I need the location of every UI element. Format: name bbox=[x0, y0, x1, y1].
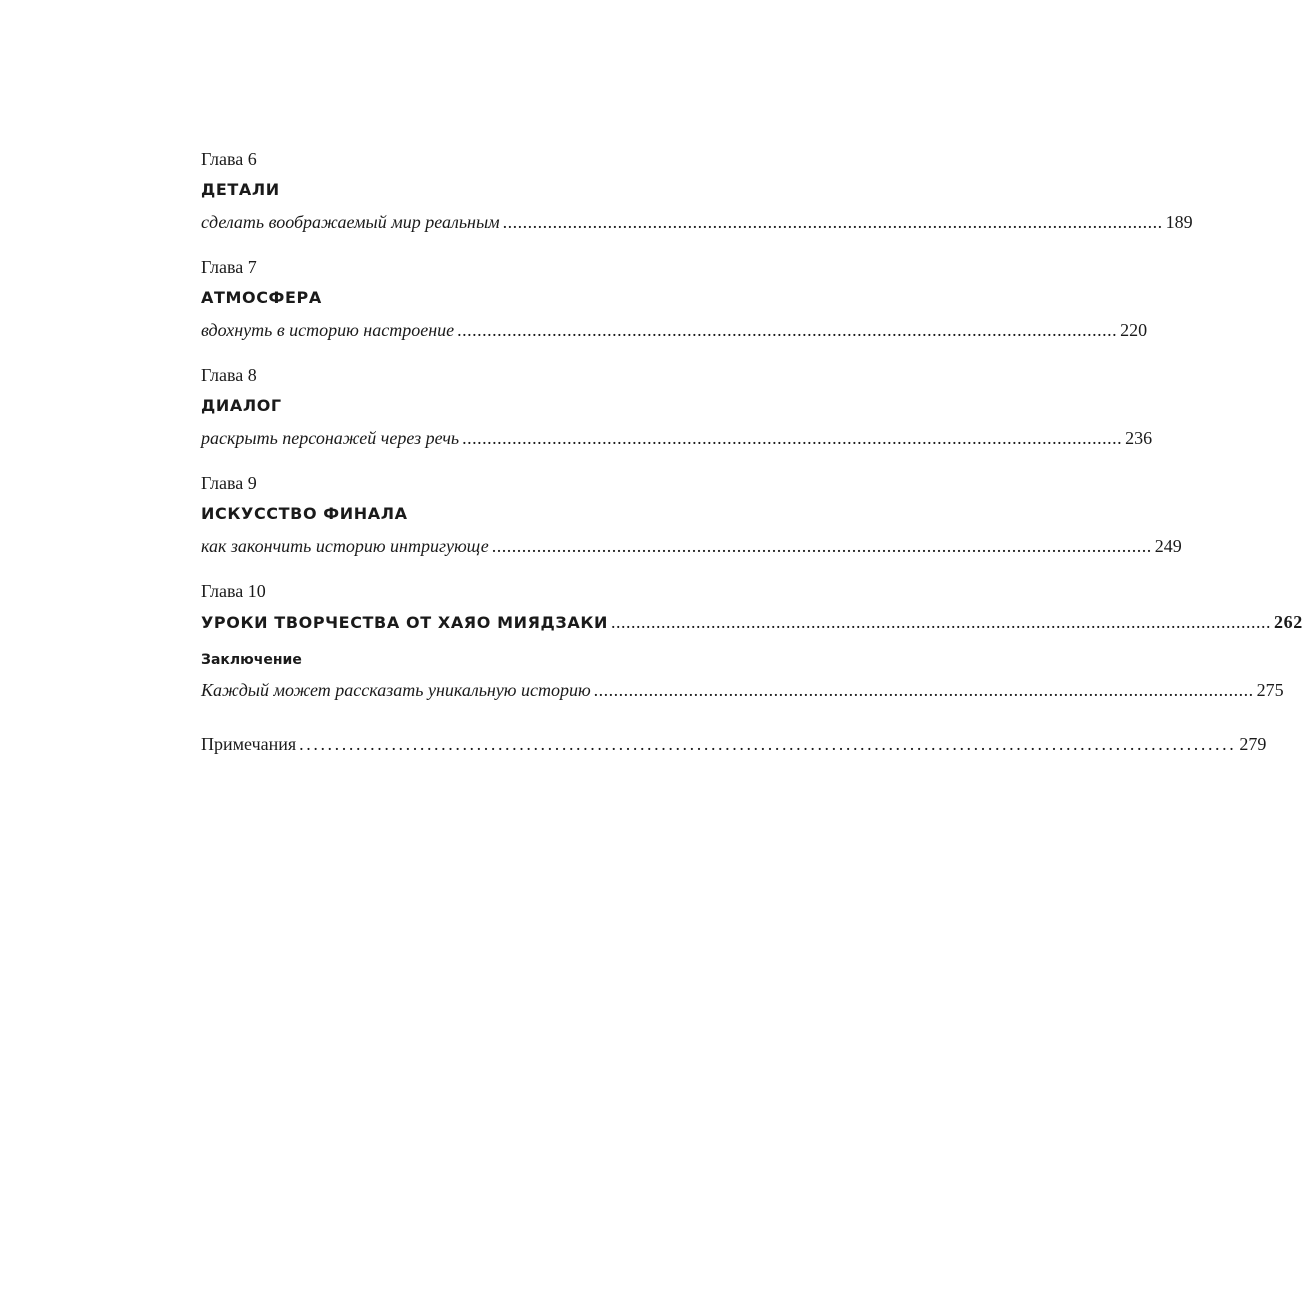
chapter-subtitle: раскрыть персонажей через речь bbox=[201, 428, 460, 448]
chapter-6 bbox=[201, 146, 1193, 235]
toc-entry[interactable] bbox=[201, 533, 1182, 559]
dot-leader: .................................................................................................................................... bbox=[457, 320, 1118, 340]
chapter-title: УРОКИ ТВОРЧЕСТВА ОТ ХАЯО МИЯДЗАКИ bbox=[201, 613, 609, 632]
table-of-contents bbox=[201, 146, 1303, 757]
chapter-label: Глава 6 bbox=[201, 149, 257, 169]
chapter-10 bbox=[201, 578, 1303, 635]
dot-leader: .................................................................................................................................... bbox=[491, 536, 1152, 556]
page-number: 262 bbox=[1274, 612, 1303, 632]
dot-leader: .................................................................................................................................... bbox=[593, 680, 1254, 700]
chapter-title: ДИАЛОГ bbox=[201, 396, 282, 415]
page-number: 189 bbox=[1165, 212, 1193, 232]
chapter-title: ДЕТАЛИ bbox=[201, 180, 280, 199]
chapter-subtitle: как закончить историю интригующе bbox=[201, 536, 489, 556]
dot-leader: .................................................................................................................................... bbox=[611, 612, 1272, 632]
chapter-title: АТМОСФЕРА bbox=[201, 288, 322, 307]
chapter-label: Глава 8 bbox=[201, 365, 257, 385]
chapter-9 bbox=[201, 470, 1182, 559]
chapter-7 bbox=[201, 254, 1148, 343]
chapter-label: Глава 10 bbox=[201, 581, 266, 601]
chapter-8 bbox=[201, 362, 1153, 451]
toc-entry[interactable] bbox=[201, 425, 1153, 451]
notes-entry[interactable] bbox=[201, 731, 1267, 757]
page-number: 236 bbox=[1125, 428, 1153, 448]
toc-entry[interactable] bbox=[201, 209, 1193, 235]
chapter-subtitle: вдохнуть в историю настроение bbox=[201, 320, 455, 340]
conclusion-label: Заключение bbox=[201, 652, 302, 668]
chapter-label: Глава 9 bbox=[201, 473, 257, 493]
toc-entry[interactable] bbox=[201, 317, 1148, 343]
page-number: 249 bbox=[1154, 536, 1182, 556]
dot-leader: .................................................................................................................................... bbox=[502, 212, 1163, 232]
chapter-subtitle: сделать воображаемый мир реальным bbox=[201, 212, 500, 232]
dot-leader: .................................................................................................................................... bbox=[299, 734, 1237, 754]
notes-label: Примечания bbox=[201, 734, 297, 754]
chapter-label: Глава 7 bbox=[201, 257, 257, 277]
chapter-title: ИСКУССТВО ФИНАЛА bbox=[201, 504, 408, 523]
dot-leader: .................................................................................................................................... bbox=[462, 428, 1123, 448]
conclusion-section bbox=[201, 649, 1284, 703]
toc-entry[interactable] bbox=[201, 677, 1284, 703]
page-number: 279 bbox=[1239, 734, 1267, 754]
page-number: 220 bbox=[1120, 320, 1148, 340]
conclusion-subtitle: Каждый может рассказать уникальную историю bbox=[201, 680, 591, 700]
toc-entry[interactable] bbox=[201, 609, 1303, 635]
page-number: 275 bbox=[1256, 680, 1284, 700]
